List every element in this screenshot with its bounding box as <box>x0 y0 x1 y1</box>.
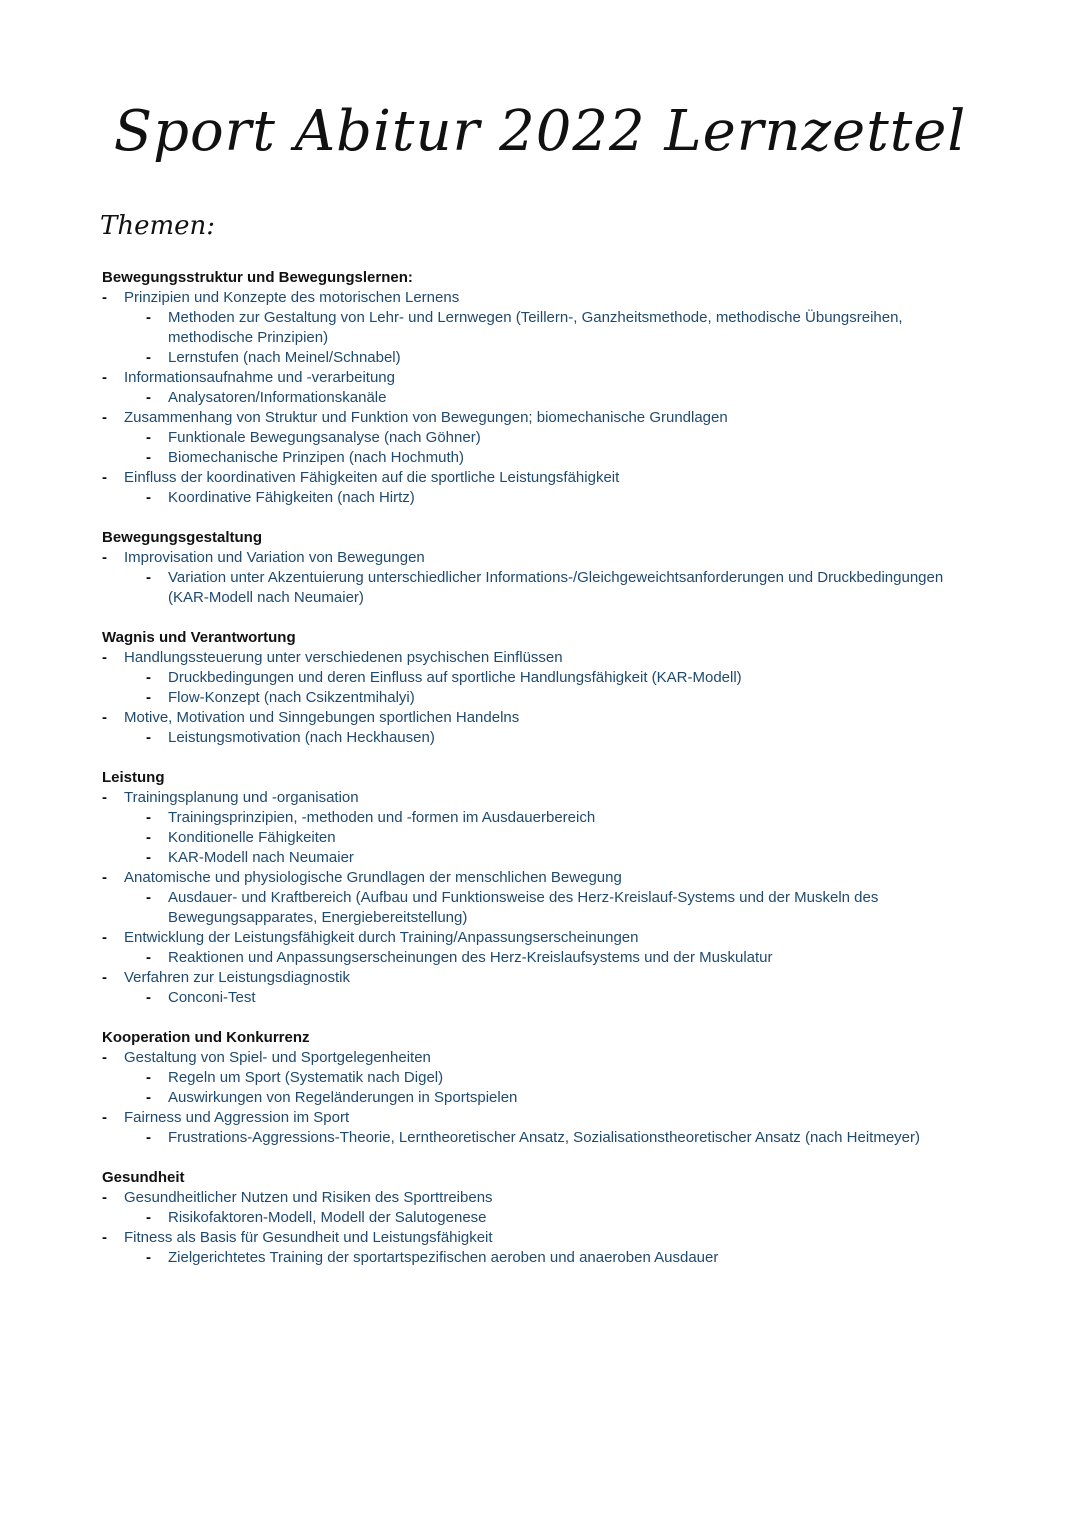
bullet-dash: - <box>146 1249 151 1266</box>
bullet-dash: - <box>146 1069 151 1086</box>
sub-list-item <box>102 888 982 928</box>
list-item-text: Handlungssteuerung unter verschiedenen psychischen Einflüssen <box>124 649 563 666</box>
sub-list-item-text: Konditionelle Fähigkeiten <box>168 829 336 846</box>
bullet-dash: - <box>146 989 151 1006</box>
bullet-dash: - <box>102 709 107 726</box>
section-title: Wagnis und Verantwortung <box>102 629 296 646</box>
list-item-text: Anatomische und physiologische Grundlagen der menschlichen Bewegung <box>124 869 622 886</box>
bullet-dash: - <box>146 389 151 406</box>
topic-section <box>102 528 982 608</box>
section-title: Bewegungsgestaltung <box>102 529 263 546</box>
bullet-dash: - <box>102 369 107 386</box>
bullet-dash: - <box>146 429 151 446</box>
section-title: Gesundheit <box>102 1169 185 1186</box>
list-item <box>102 968 982 988</box>
sub-list-item-text: Auswirkungen von Regeländerungen in Sportspielen <box>168 1089 518 1106</box>
sub-list-item <box>102 428 982 448</box>
list-item <box>102 288 982 308</box>
bullet-dash: - <box>102 409 107 426</box>
sub-list-item <box>102 348 982 368</box>
list-item <box>102 648 982 668</box>
sub-list-item <box>102 1068 982 1088</box>
list-item <box>102 1188 982 1208</box>
sub-list-item <box>102 988 982 1008</box>
bullet-dash: - <box>102 929 107 946</box>
section-title: Kooperation und Konkurrenz <box>102 1029 310 1046</box>
topic-section <box>102 768 982 1008</box>
sub-list-item-text: Druckbedingungen und deren Einfluss auf sportliche Handlungsfähigkeit (KAR-Modell) <box>168 669 742 686</box>
sub-list-item <box>102 808 982 828</box>
bullet-dash: - <box>146 1129 151 1146</box>
sub-list-item-text: Lernstufen (nach Meinel/Schnabel) <box>168 349 401 366</box>
bullet-dash: - <box>146 729 151 746</box>
bullet-dash: - <box>102 549 107 566</box>
sub-list-item <box>102 448 982 468</box>
list-item-text: Improvisation und Variation von Bewegungen <box>124 549 425 566</box>
bullet-dash: - <box>146 1209 151 1226</box>
sub-list-item <box>102 308 982 348</box>
bullet-dash: - <box>146 889 151 906</box>
list-item <box>102 368 982 388</box>
list-item-text: Prinzipien und Konzepte des motorischen Lernens <box>124 289 460 306</box>
bullet-dash: - <box>102 789 107 806</box>
page-title: Sport Abitur 2022 Lernzettel <box>113 99 967 164</box>
sub-list-item-text: Variation unter Akzentuierung unterschiedlicher Informations-/Gleichgeweichtsanforderungen und Druckbedingungen (KAR-Modell nach Neumaier) <box>168 569 944 606</box>
sub-list-item <box>102 828 982 848</box>
sub-list-item <box>102 1208 982 1228</box>
list-item <box>102 708 982 728</box>
sub-list-item-text: Flow-Konzept (nach Csikzentmihalyi) <box>168 689 415 706</box>
bullet-dash: - <box>102 289 107 306</box>
sub-list-item <box>102 688 982 708</box>
topic-section <box>102 628 982 748</box>
sub-list-item-text: Reaktionen und Anpassungserscheinungen des Herz-Kreislaufsystems und der Muskulatur <box>168 949 773 966</box>
bullet-dash: - <box>102 649 107 666</box>
sub-list-item-text: Regeln um Sport (Systematik nach Digel) <box>168 1069 444 1086</box>
sub-list-item <box>102 848 982 868</box>
sub-list-item <box>102 668 982 688</box>
list-item-text: Gestaltung von Spiel- und Sportgelegenheiten <box>124 1049 431 1066</box>
bullet-dash: - <box>146 849 151 866</box>
topic-section <box>102 1028 982 1148</box>
bullet-dash: - <box>102 869 107 886</box>
list-item-text: Gesundheitlicher Nutzen und Risiken des Sporttreibens <box>124 1189 493 1206</box>
bullet-dash: - <box>102 969 107 986</box>
section-title: Bewegungsstruktur und Bewegungslernen: <box>102 269 413 286</box>
sub-list-item-text: Leistungsmotivation (nach Heckhausen) <box>168 729 435 746</box>
bullet-dash: - <box>146 569 151 586</box>
bullet-dash: - <box>146 809 151 826</box>
list-item <box>102 548 982 568</box>
bullet-dash: - <box>102 1189 107 1206</box>
sub-list-item-text: Trainingsprinzipien, -methoden und -formen im Ausdauerbereich <box>168 809 596 826</box>
bullet-dash: - <box>102 1229 107 1246</box>
topics-list <box>102 268 982 1288</box>
bullet-dash: - <box>102 469 107 486</box>
sub-list-item <box>102 728 982 748</box>
sub-list-item-text: Conconi-Test <box>168 989 256 1006</box>
sub-list-item-text: Funktionale Bewegungsanalyse (nach Göhner) <box>168 429 481 446</box>
sub-list-item-text: Analysatoren/Informationskanäle <box>168 389 387 406</box>
sub-list-item-text: Biomechanische Prinzipen (nach Hochmuth) <box>168 449 464 466</box>
bullet-dash: - <box>146 349 151 366</box>
list-item-text: Verfahren zur Leistungsdiagnostik <box>124 969 350 986</box>
sub-list-item <box>102 948 982 968</box>
bullet-dash: - <box>146 669 151 686</box>
sub-list-item <box>102 1128 982 1148</box>
sub-list-item <box>102 388 982 408</box>
bullet-dash: - <box>102 1049 107 1066</box>
sub-list-item <box>102 1088 982 1108</box>
bullet-dash: - <box>146 689 151 706</box>
list-item-text: Fairness und Aggression im Sport <box>124 1109 350 1126</box>
sub-list-item <box>102 488 982 508</box>
sub-list-item-text: KAR-Modell nach Neumaier <box>168 849 354 866</box>
bullet-dash: - <box>146 489 151 506</box>
list-item-text: Einfluss der koordinativen Fähigkeiten auf die sportliche Leistungsfähigkeit <box>124 469 620 486</box>
bullet-dash: - <box>146 829 151 846</box>
list-item <box>102 468 982 488</box>
list-item <box>102 408 982 428</box>
sub-list-item <box>102 568 982 608</box>
sub-list-item-text: Risikofaktoren-Modell, Modell der Salutogenese <box>168 1209 487 1226</box>
bullet-dash: - <box>102 1109 107 1126</box>
sub-list-item-text: Ausdauer- und Kraftbereich (Aufbau und Funktionsweise des Herz-Kreislauf-Systems und der Muskeln des Bewegungsapparates, Energiebereitstellung) <box>168 889 879 926</box>
list-item <box>102 1228 982 1248</box>
sub-list-item-text: Koordinative Fähigkeiten (nach Hirtz) <box>168 489 415 506</box>
list-item <box>102 788 982 808</box>
list-item <box>102 1048 982 1068</box>
bullet-dash: - <box>146 449 151 466</box>
list-item <box>102 928 982 948</box>
list-item-text: Motive, Motivation und Sinngebungen sportlichen Handelns <box>124 709 520 726</box>
section-title: Leistung <box>102 769 165 786</box>
list-item-text: Zusammenhang von Struktur und Funktion von Bewegungen; biomechanische Grundlagen <box>124 409 728 426</box>
list-item-text: Informationsaufnahme und -verarbeitung <box>124 369 395 386</box>
topics-heading: Themen: <box>100 211 216 241</box>
list-item-text: Entwicklung der Leistungsfähigkeit durch Training/Anpassungserscheinungen <box>124 929 639 946</box>
sub-list-item-text: Methoden zur Gestaltung von Lehr- und Lernwegen (Teillern-, Ganzheitsmethode, methodische Übungsreihen, methodische Prinzipien) <box>168 309 903 346</box>
topic-section <box>102 268 982 508</box>
list-item <box>102 1108 982 1128</box>
topic-section <box>102 1168 982 1268</box>
list-item-text: Trainingsplanung und -organisation <box>124 789 359 806</box>
bullet-dash: - <box>146 309 151 326</box>
list-item <box>102 868 982 888</box>
bullet-dash: - <box>146 1089 151 1106</box>
list-item-text: Fitness als Basis für Gesundheit und Leistungsfähigkeit <box>124 1229 493 1246</box>
sub-list-item-text: Frustrations-Aggressions-Theorie, Lerntheoretischer Ansatz, Sozialisationstheoretischer Ansatz (nach Heitmeyer) <box>168 1129 921 1146</box>
sub-list-item <box>102 1248 982 1268</box>
bullet-dash: - <box>146 949 151 966</box>
sub-list-item-text: Zielgerichtetes Training der sportartspezifischen aeroben und anaeroben Ausdauer <box>168 1249 719 1266</box>
